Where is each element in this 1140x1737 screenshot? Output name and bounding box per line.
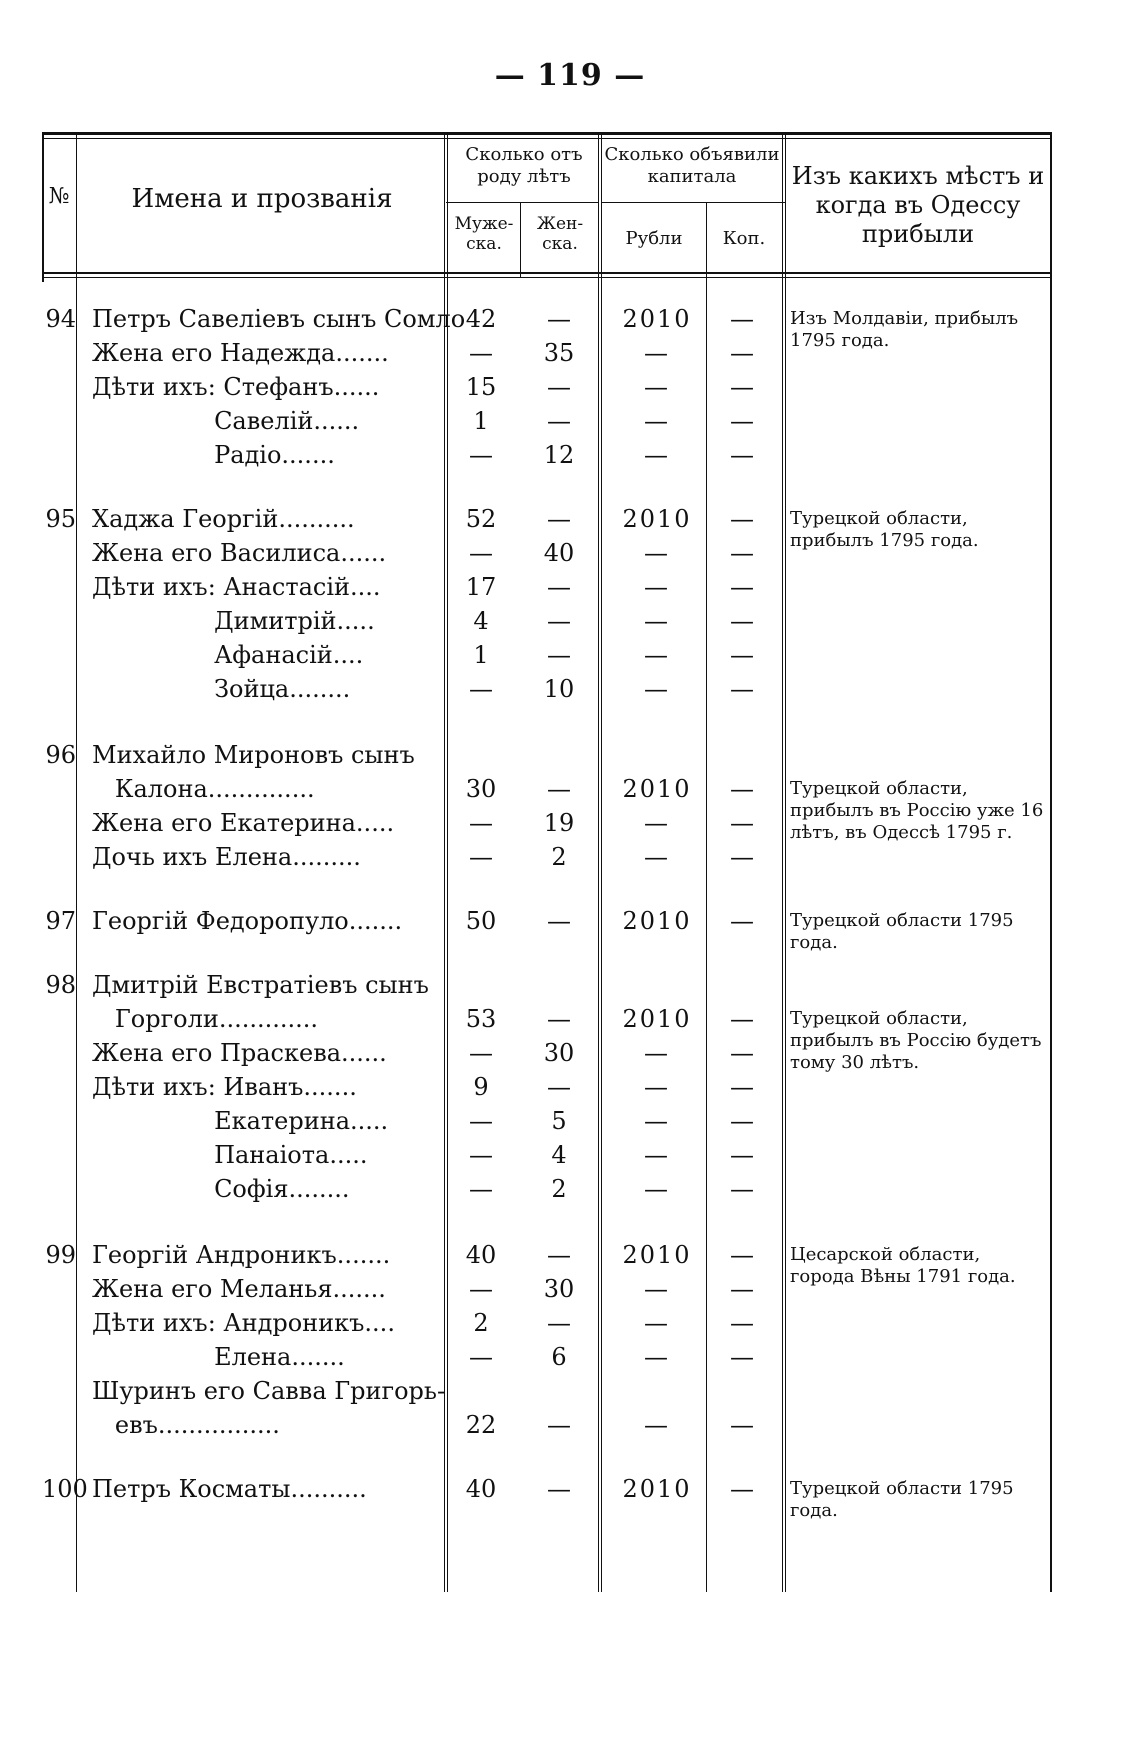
table-row xyxy=(42,1472,1052,1521)
cell-name: Жена его Праскева...... xyxy=(92,1039,387,1067)
cell-male: — xyxy=(469,539,493,567)
table-row xyxy=(42,1138,1052,1172)
cell-kop: — xyxy=(730,1039,754,1067)
cell-no: 94 xyxy=(45,305,76,333)
table-row xyxy=(42,1104,1052,1138)
cell-name: Хаджа Георгій.......... xyxy=(92,505,355,533)
cell-note: Цесарской области, города Вѣны 1791 года. xyxy=(790,1244,1016,1287)
header-age-group: Сколько отъ роду лѣтъ xyxy=(465,144,583,187)
cell-note: Изъ Молдавіи, прибылъ 1795 года. xyxy=(790,308,1019,351)
cell-name: Екатерина..... xyxy=(92,1107,389,1135)
cell-name: Жена его Меланья....... xyxy=(92,1275,386,1303)
cell-name: Жена его Надежда....... xyxy=(92,339,389,367)
table-row xyxy=(42,1238,1052,1287)
cell-male: — xyxy=(469,339,493,367)
cell-kop: — xyxy=(730,441,754,469)
page-number: — 119 — xyxy=(494,58,646,93)
cell-kop: — xyxy=(730,373,754,401)
cell-male: 1 xyxy=(473,641,489,669)
cell-male: — xyxy=(469,1039,493,1067)
cell-kop: — xyxy=(730,1073,754,1101)
cell-female: 30 xyxy=(543,1039,575,1067)
cell-kop: — xyxy=(730,539,754,567)
cell-name: Радіо....... xyxy=(92,441,335,469)
cell-male: — xyxy=(469,1107,493,1135)
cell-kop: — xyxy=(730,573,754,601)
cell-male: — xyxy=(469,1275,493,1303)
table-row xyxy=(42,1272,1052,1306)
cell-female: — xyxy=(547,407,571,435)
cell-male: 53 xyxy=(465,1005,497,1033)
cell-female: — xyxy=(547,907,571,935)
cell-rub: — xyxy=(644,1039,670,1067)
cell-male: 40 xyxy=(465,1475,497,1503)
table-row xyxy=(42,968,1052,1002)
cell-rub: — xyxy=(644,1275,670,1303)
table-row xyxy=(42,1070,1052,1104)
cell-kop: — xyxy=(730,607,754,635)
header-male: Муже-ска. xyxy=(454,214,514,255)
cell-name: Горголи............. xyxy=(92,1005,319,1033)
cell-kop: — xyxy=(730,1275,754,1303)
cell-female: 2 xyxy=(551,1175,567,1203)
cell-female: 4 xyxy=(551,1141,567,1169)
cell-name: Петръ Савеліевъ сынъ Сомло xyxy=(92,305,466,333)
cell-male: — xyxy=(469,441,493,469)
cell-name: Дочь ихъ Елена......... xyxy=(92,843,361,871)
cell-note: Турецкой области, прибылъ въ Россію будетъ тому 30 лѣтъ. xyxy=(790,1008,1042,1073)
cell-kop: — xyxy=(730,907,754,935)
cell-rub: — xyxy=(644,539,670,567)
cell-rub: — xyxy=(644,809,670,837)
cell-note: Турецкой области, прибылъ въ Россію уже 16 лѣтъ, въ Одессѣ 1795 г. xyxy=(790,778,1044,843)
cell-name: Калона.............. xyxy=(92,775,315,803)
cell-rub: — xyxy=(644,607,670,635)
cell-kop: — xyxy=(730,1475,754,1503)
cell-male: 2 xyxy=(473,1309,489,1337)
cell-female: — xyxy=(547,1475,571,1503)
cell-rub: 2010 xyxy=(622,1241,692,1269)
cell-female: — xyxy=(547,373,571,401)
table-row xyxy=(42,302,1052,351)
cell-name: Жена его Василиса...... xyxy=(92,539,387,567)
cell-male: — xyxy=(469,809,493,837)
cell-male: — xyxy=(469,1141,493,1169)
cell-male: 52 xyxy=(465,505,497,533)
cell-female: — xyxy=(547,1241,571,1269)
cell-name: Панаіота..... xyxy=(92,1141,368,1169)
table-row xyxy=(42,536,1052,570)
table-row xyxy=(42,404,1052,438)
cell-no: 98 xyxy=(45,971,76,999)
cell-kop: — xyxy=(730,1005,754,1033)
cell-female: — xyxy=(547,1411,571,1439)
cell-rub: 2010 xyxy=(622,1475,692,1503)
cell-note: Турецкой области 1795 года. xyxy=(790,1478,1014,1521)
cell-no: 99 xyxy=(45,1241,76,1269)
cell-rub: 2010 xyxy=(622,775,692,803)
cell-female: 2 xyxy=(551,843,567,871)
cell-rub: — xyxy=(644,373,670,401)
cell-name: Михайло Мироновъ сынъ xyxy=(92,741,415,769)
cell-kop: — xyxy=(730,505,754,533)
cell-name: Дмитрій Евстратіевъ сынъ xyxy=(92,971,429,999)
cell-kop: — xyxy=(730,843,754,871)
cell-name: Георгій Федоропуло....... xyxy=(92,907,403,935)
register-table xyxy=(42,132,1052,1592)
cell-kop: — xyxy=(730,1309,754,1337)
cell-kop: — xyxy=(730,775,754,803)
cell-rub: 2010 xyxy=(622,1005,692,1033)
cell-name: Дѣти ихъ: Анастасій.... xyxy=(92,573,381,601)
header-names: Имена и прозванія xyxy=(131,184,393,214)
cell-rub: — xyxy=(644,641,670,669)
cell-female: 12 xyxy=(543,441,575,469)
cell-name: Дѣти ихъ: Андроникъ.... xyxy=(92,1309,395,1337)
table-row xyxy=(42,672,1052,706)
cell-female: — xyxy=(547,1005,571,1033)
cell-rub: — xyxy=(644,1107,670,1135)
table-row xyxy=(42,336,1052,370)
table-row xyxy=(42,1374,1052,1408)
table-row xyxy=(42,438,1052,472)
cell-name: Петръ Косматы.......... xyxy=(92,1475,367,1503)
cell-kop: — xyxy=(730,305,754,333)
cell-male: — xyxy=(469,843,493,871)
header-female: Жен-ска. xyxy=(536,214,584,255)
cell-kop: — xyxy=(730,1411,754,1439)
cell-note: Турецкой области 1795 года. xyxy=(790,910,1014,953)
cell-female: 30 xyxy=(543,1275,575,1303)
cell-male: — xyxy=(469,1343,493,1371)
table-row xyxy=(42,1306,1052,1340)
cell-male: 17 xyxy=(465,573,497,601)
cell-male: 1 xyxy=(473,407,489,435)
cell-female: 19 xyxy=(543,809,575,837)
table-row xyxy=(42,638,1052,672)
cell-kop: — xyxy=(730,1107,754,1135)
cell-kop: — xyxy=(730,1141,754,1169)
table-row xyxy=(42,570,1052,604)
cell-male: 30 xyxy=(465,775,497,803)
table-row xyxy=(42,904,1052,953)
table-row xyxy=(42,604,1052,638)
table-row xyxy=(42,370,1052,404)
cell-male: 4 xyxy=(473,607,489,635)
cell-female: — xyxy=(547,641,571,669)
table-row xyxy=(42,1036,1052,1070)
cell-female: — xyxy=(547,573,571,601)
cell-name: Елена....... xyxy=(92,1343,345,1371)
cell-female: 40 xyxy=(543,539,575,567)
cell-male: 9 xyxy=(473,1073,489,1101)
cell-female: 6 xyxy=(551,1343,567,1371)
cell-female: — xyxy=(547,607,571,635)
cell-rub: — xyxy=(644,675,670,703)
cell-name: Дѣти ихъ: Стефанъ...... xyxy=(92,373,380,401)
cell-rub: — xyxy=(644,1343,670,1371)
cell-female: 10 xyxy=(543,675,575,703)
table-row xyxy=(42,502,1052,551)
cell-female: — xyxy=(547,775,571,803)
cell-name: Димитрій..... xyxy=(92,607,375,635)
table-row xyxy=(42,840,1052,874)
cell-kop: — xyxy=(730,407,754,435)
cell-female: — xyxy=(547,1309,571,1337)
cell-male: 22 xyxy=(465,1411,497,1439)
header-no: № xyxy=(48,184,70,209)
header-capital-group: Сколько объявили капитала xyxy=(604,144,780,187)
cell-name: Жена его Екатерина..... xyxy=(92,809,395,837)
cell-rub: — xyxy=(644,843,670,871)
cell-male: 40 xyxy=(465,1241,497,1269)
table-row xyxy=(42,1172,1052,1206)
cell-kop: — xyxy=(730,1241,754,1269)
table-row xyxy=(42,1408,1052,1442)
header-rubles: Рубли xyxy=(625,228,683,249)
cell-name: Георгій Андроникъ....... xyxy=(92,1241,391,1269)
cell-rub: — xyxy=(644,339,670,367)
table-row xyxy=(42,738,1052,772)
cell-name: евъ................ xyxy=(92,1411,280,1439)
cell-kop: — xyxy=(730,641,754,669)
cell-rub: — xyxy=(644,1141,670,1169)
cell-female: 35 xyxy=(543,339,575,367)
cell-name: Софія........ xyxy=(92,1175,350,1203)
cell-rub: 2010 xyxy=(622,305,692,333)
cell-female: 5 xyxy=(551,1107,567,1135)
cell-kop: — xyxy=(730,1343,754,1371)
cell-female: — xyxy=(547,505,571,533)
cell-male: — xyxy=(469,1175,493,1203)
table-row xyxy=(42,1340,1052,1374)
cell-rub: — xyxy=(644,1309,670,1337)
cell-rub: — xyxy=(644,441,670,469)
cell-name: Дѣти ихъ: Иванъ....... xyxy=(92,1073,357,1101)
cell-rub: 2010 xyxy=(622,907,692,935)
cell-rub: — xyxy=(644,573,670,601)
cell-no: 96 xyxy=(45,741,76,769)
header-kopecks: Коп. xyxy=(722,228,766,249)
cell-note: Турецкой области, прибылъ 1795 года. xyxy=(790,508,979,551)
cell-name: Шуринъ его Савва Григорь- xyxy=(92,1377,446,1405)
cell-male: 50 xyxy=(465,907,497,935)
cell-name: Зойца........ xyxy=(92,675,351,703)
table-row xyxy=(42,806,1052,840)
cell-rub: — xyxy=(644,1073,670,1101)
cell-male: 42 xyxy=(465,305,497,333)
cell-kop: — xyxy=(730,1175,754,1203)
cell-rub: — xyxy=(644,1411,670,1439)
cell-rub: 2010 xyxy=(622,505,692,533)
cell-no: 100 xyxy=(42,1475,88,1503)
cell-male: 15 xyxy=(465,373,497,401)
cell-rub: — xyxy=(644,1175,670,1203)
cell-name: Савелій...... xyxy=(92,407,360,435)
cell-kop: — xyxy=(730,809,754,837)
cell-kop: — xyxy=(730,675,754,703)
cell-kop: — xyxy=(730,339,754,367)
cell-no: 97 xyxy=(45,907,76,935)
cell-male: — xyxy=(469,675,493,703)
cell-rub: — xyxy=(644,407,670,435)
cell-female: — xyxy=(547,1073,571,1101)
cell-female: — xyxy=(547,305,571,333)
cell-name: Афанасій.... xyxy=(92,641,364,669)
cell-no: 95 xyxy=(45,505,76,533)
header-origin: Изъ какихъ мѣстъ и когда въ Одессу прибыли xyxy=(791,162,1045,248)
